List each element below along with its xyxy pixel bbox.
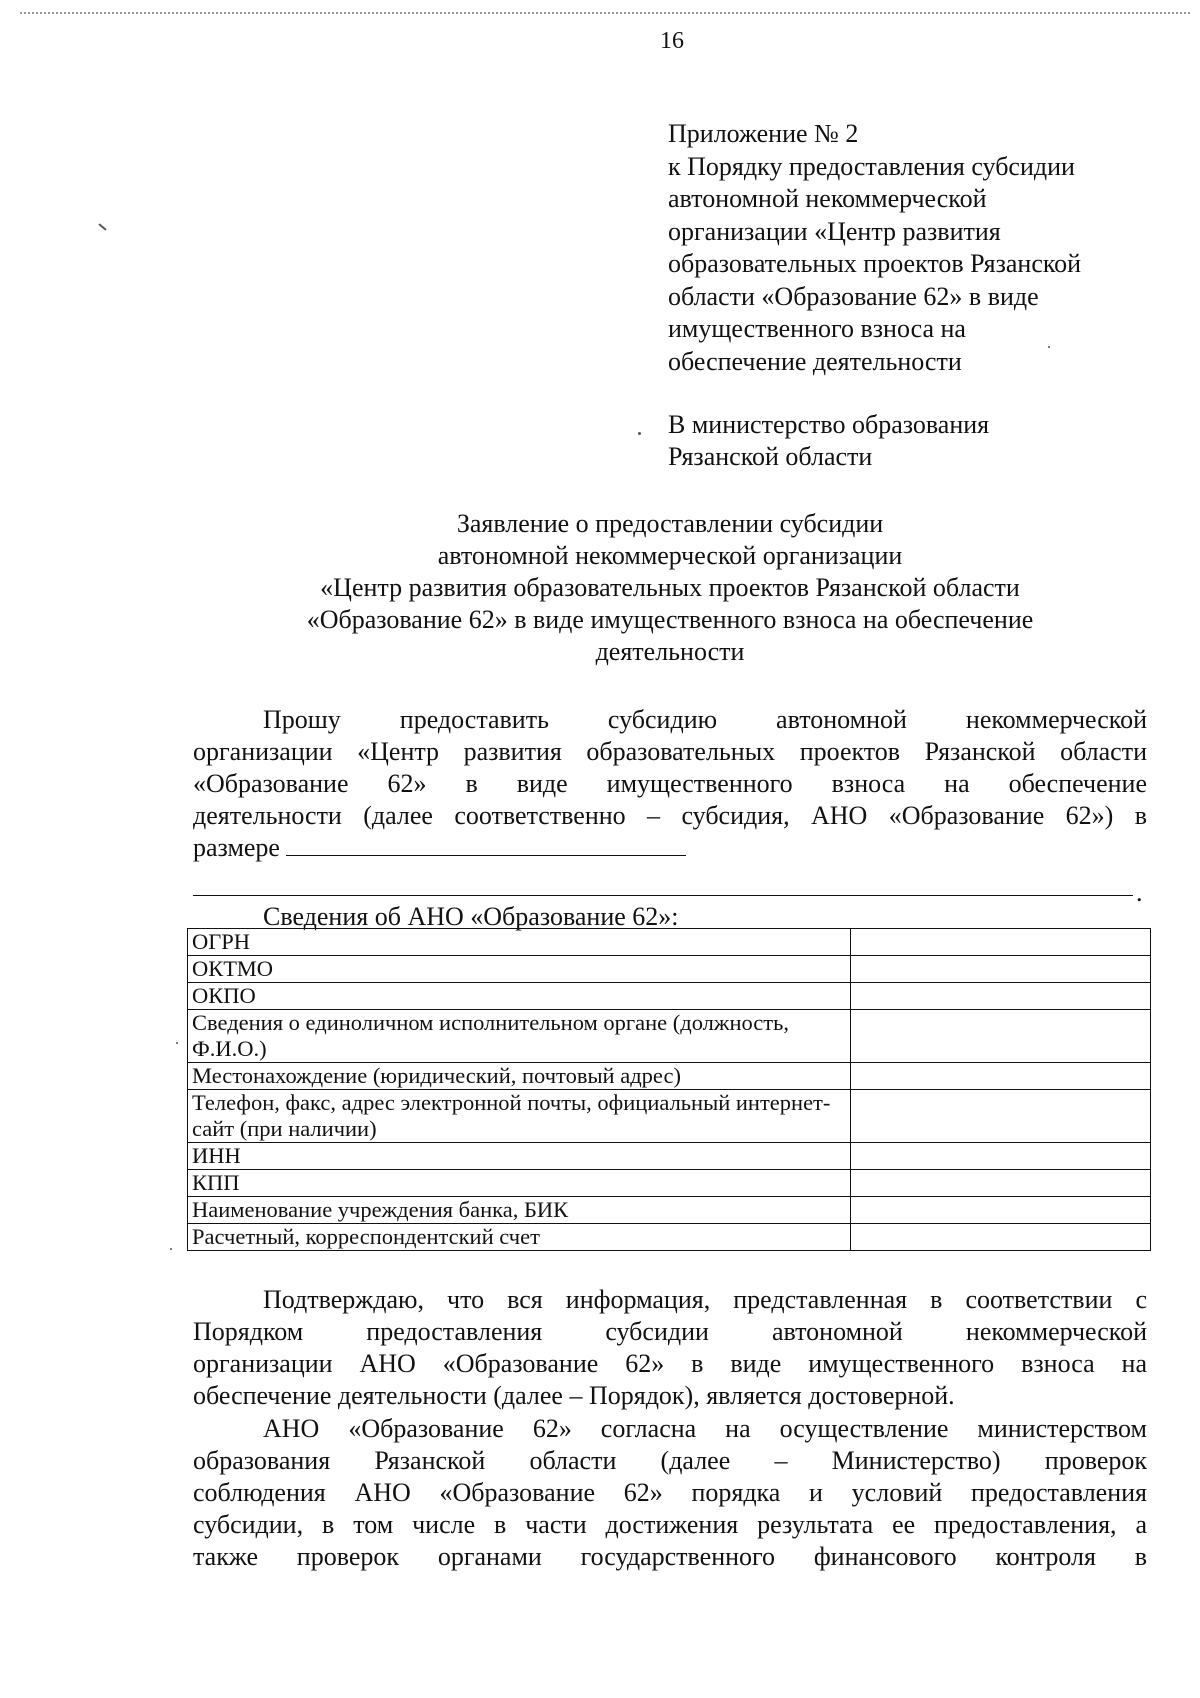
table-row (188, 1143, 1151, 1170)
appendix-line: области «Образование 62» в виде (668, 281, 1039, 311)
row-value-field[interactable] (850, 1224, 1150, 1251)
appendix-line: к Порядку предоставления субсидии (668, 151, 1075, 181)
request-paragraph (193, 704, 1147, 864)
table-row (188, 983, 1151, 1010)
confirmation-line: Подтверждаю, что вся информация, представленная в соответствии с (263, 1285, 1147, 1314)
title-line: «Образование 62» в виде имущественного взноса на обеспечение (306, 605, 1034, 634)
row-value-field[interactable] (850, 1063, 1150, 1090)
row-value-field[interactable] (850, 1010, 1150, 1063)
row-value-field[interactable] (850, 983, 1150, 1010)
amount-blank-field[interactable] (286, 835, 686, 856)
request-line: деятельности (далее соответственно – субсидия, АНО «Образование 62») в (193, 801, 1147, 830)
row-label: ОКПО (188, 983, 851, 1010)
title-line: Заявление о предоставлении субсидии (456, 509, 884, 538)
confirmation-line: организации АНО «Образование 62» в виде имущественного взноса на (193, 1349, 1147, 1378)
scan-edge-artifact (20, 12, 1190, 14)
row-value-field[interactable] (850, 1090, 1150, 1143)
row-label: Наименование учреждения банка, БИК (188, 1197, 851, 1224)
row-value-field[interactable] (850, 1170, 1150, 1197)
addressee-line: Рязанской области (668, 442, 873, 471)
scan-speck (176, 1042, 178, 1044)
appendix-line: обеспечение деятельности (668, 346, 962, 376)
table-row (188, 1224, 1151, 1251)
scan-speck (98, 223, 106, 230)
confirmation-line: Порядком предоставления субсидии автономной некоммерческой (193, 1317, 1147, 1346)
table-row (188, 1010, 1151, 1063)
row-label: Телефон, факс, адрес электронной почты, официальный интернет-сайт (при наличии) (188, 1090, 851, 1143)
row-label: Расчетный, корреспондентский счет (188, 1224, 851, 1251)
row-label: КПП (188, 1170, 851, 1197)
request-line: организации «Центр развития образовательных проектов Рязанской области (193, 737, 1147, 766)
confirmation-paragraph (193, 1284, 1147, 1412)
consent-line: также проверок органами государственного финансового контроля в (193, 1542, 1147, 1571)
appendix-line: образовательных проектов Рязанской (668, 249, 1082, 278)
row-value-field[interactable] (850, 956, 1150, 983)
consent-line: субсидии, в том числе в части достижения результата ее предоставления, а (193, 1510, 1147, 1539)
document-title (190, 508, 1150, 668)
title-line: деятельности (595, 637, 745, 666)
request-line: «Образование 62» в виде имущественного взноса на обеспечение (193, 769, 1147, 798)
appendix-line: Приложение № 2 (668, 119, 859, 148)
request-line: Прошу предоставить субсидию автономной некоммерческой (263, 705, 1147, 734)
table-row (188, 1063, 1151, 1090)
scan-speck (638, 432, 641, 435)
row-value-field[interactable] (850, 1197, 1150, 1224)
table-caption: Сведения об АНО «Образование 62»: (263, 902, 679, 931)
amount-continuation-line[interactable] (193, 895, 1133, 896)
line-end-period: . (1136, 878, 1143, 907)
addressee-block (668, 409, 1168, 473)
table-row (188, 1170, 1151, 1197)
scan-speck (170, 1248, 172, 1250)
row-label: ОКТМО (188, 956, 851, 983)
organization-info-table (187, 928, 1151, 1251)
page-number: 16 (660, 28, 684, 54)
appendix-line: автономной некоммерческой (668, 184, 987, 213)
consent-line: образования Рязанской области (далее – Министерство) проверок (193, 1446, 1147, 1475)
title-line: автономной некоммерческой организации (437, 541, 903, 570)
row-label: Сведения о единоличном исполнительном органе (должность, Ф.И.О.) (188, 1010, 851, 1063)
title-line: «Центр развития образовательных проектов Рязанской области (320, 573, 1020, 602)
row-value-field[interactable] (850, 929, 1150, 956)
table-row (188, 1090, 1151, 1143)
consent-paragraph (193, 1413, 1147, 1573)
amount-label: размере (193, 833, 280, 862)
row-label: Местонахождение (юридический, почтовый адрес) (188, 1063, 851, 1090)
confirmation-line: обеспечение деятельности (далее – Порядок), является достоверной. (193, 1381, 955, 1410)
table-row (188, 956, 1151, 983)
appendix-line: имущественного взноса на (668, 314, 966, 343)
row-value-field[interactable] (850, 1143, 1150, 1170)
table-row (188, 1197, 1151, 1224)
amount-row (193, 832, 1147, 864)
row-label: ИНН (188, 1143, 851, 1170)
appendix-header (668, 118, 1168, 378)
row-label: ОГРН (188, 929, 851, 956)
consent-line: АНО «Образование 62» согласна на осуществление министерством (263, 1414, 1147, 1443)
addressee-line: В министерство образования (668, 410, 990, 439)
consent-line: соблюдения АНО «Образование 62» порядка и условий предоставления (193, 1478, 1147, 1507)
table-row (188, 929, 1151, 956)
appendix-line: организации «Центр развития (668, 216, 1001, 246)
